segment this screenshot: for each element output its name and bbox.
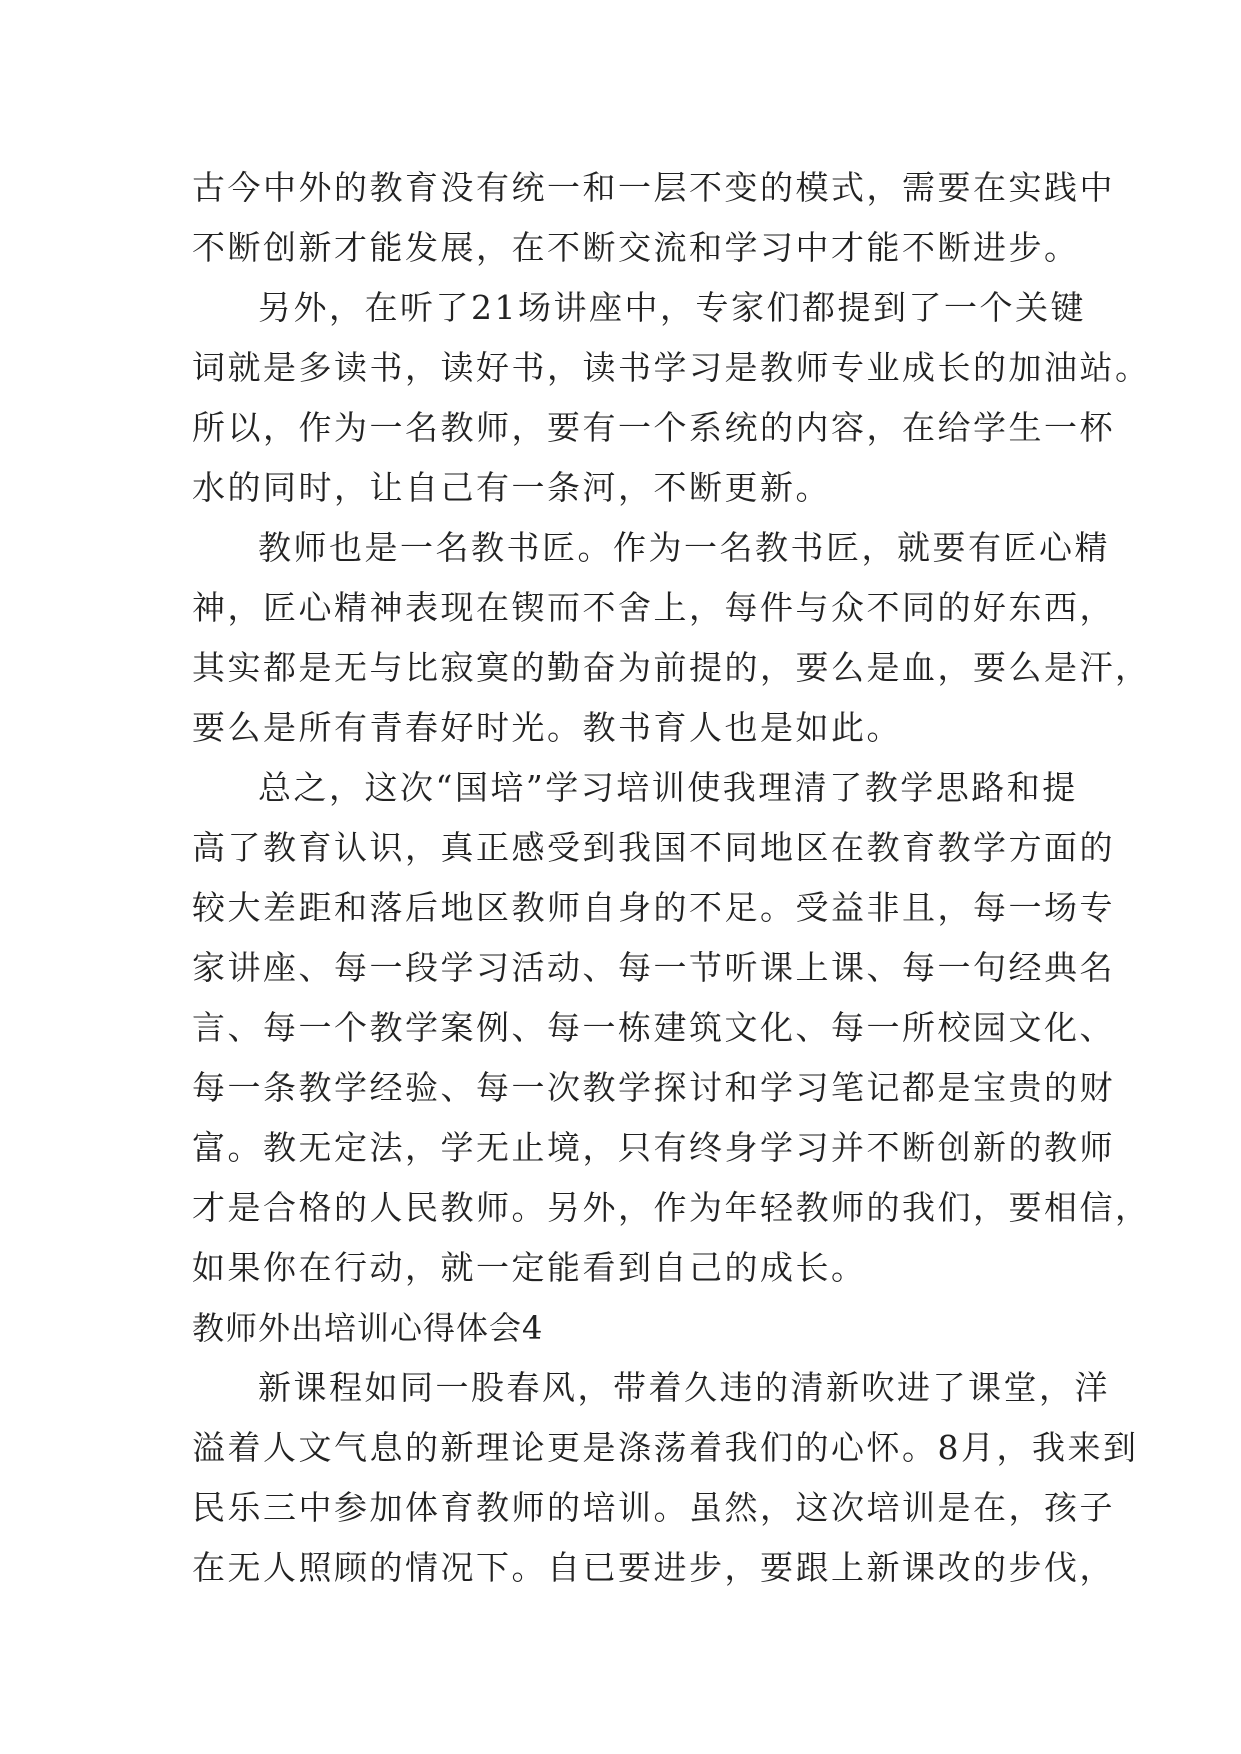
text-line: 溢着人文气息的新理论更是涤荡着我们的心怀。8月，我来到 xyxy=(192,1428,1139,1467)
paragraph-2 xyxy=(192,278,1151,518)
text-line: 如果你在行动，就一定能看到自己的成长。 xyxy=(192,1248,867,1287)
text-line: 教师也是一名教书匠。作为一名教书匠，就要有匠心精 xyxy=(258,528,1110,567)
text-line: 总之，这次“国培”学习培训使我理清了教学思路和提 xyxy=(258,768,1078,807)
text-line: 民乐三中参加体育教师的培训。虽然，这次培训是在，孩子 xyxy=(192,1488,1115,1527)
text-line: 神，匠心精神表现在锲而不舍上，每件与众不同的好东西， xyxy=(192,588,1115,627)
document-body xyxy=(192,158,1151,1598)
text-line: 水的同时，让自己有一条河，不断更新。 xyxy=(192,468,831,507)
paragraph-3 xyxy=(192,518,1151,758)
text-line: 言、每一个教学案例、每一栋建筑文化、每一所校园文化、 xyxy=(192,1008,1115,1047)
text-line: 其实都是无与比寂寞的勤奋为前提的，要么是血，要么是汗， xyxy=(192,648,1151,687)
text-line: 所以，作为一名教师，要有一个系统的内容，在给学生一杯 xyxy=(192,408,1115,447)
text-line: 另外，在听了21场讲座中，专家们都提到了一个关键 xyxy=(258,288,1086,327)
text-line: 每一条教学经验、每一次教学探讨和学习笔记都是宝贵的财 xyxy=(192,1068,1115,1107)
section-heading: 教师外出培训心得体会4 xyxy=(192,1309,544,1347)
paragraph-4 xyxy=(192,758,1151,1298)
text-line: 要么是所有青春好时光。教书育人也是如此。 xyxy=(192,708,902,747)
text-line: 富。教无定法，学无止境，只有终身学习并不断创新的教师 xyxy=(192,1128,1115,1167)
paragraph-1 xyxy=(192,158,1115,278)
text-line: 较大差距和落后地区教师自身的不足。受益非且，每一场专 xyxy=(192,888,1115,927)
text-line: 词就是多读书，读好书，读书学习是教师专业成长的加油站。 xyxy=(192,348,1151,387)
text-line: 新课程如同一股春风，带着久违的清新吹进了课堂，洋 xyxy=(258,1368,1110,1407)
text-line: 才是合格的人民教师。另外，作为年轻教师的我们，要相信， xyxy=(192,1188,1151,1227)
paragraph-5 xyxy=(192,1358,1139,1598)
text-line: 古今中外的教育没有统一和一层不变的模式，需要在实践中 xyxy=(192,168,1115,207)
text-line: 在无人照顾的情况下。自已要进步，要跟上新课改的步伐， xyxy=(192,1548,1115,1587)
text-line: 高了教育认识，真正感受到我国不同地区在教育教学方面的 xyxy=(192,828,1115,867)
text-line: 家讲座、每一段学习活动、每一节听课上课、每一句经典名 xyxy=(192,948,1115,987)
text-line: 不断创新才能发展，在不断交流和学习中才能不断进步。 xyxy=(192,228,1080,267)
